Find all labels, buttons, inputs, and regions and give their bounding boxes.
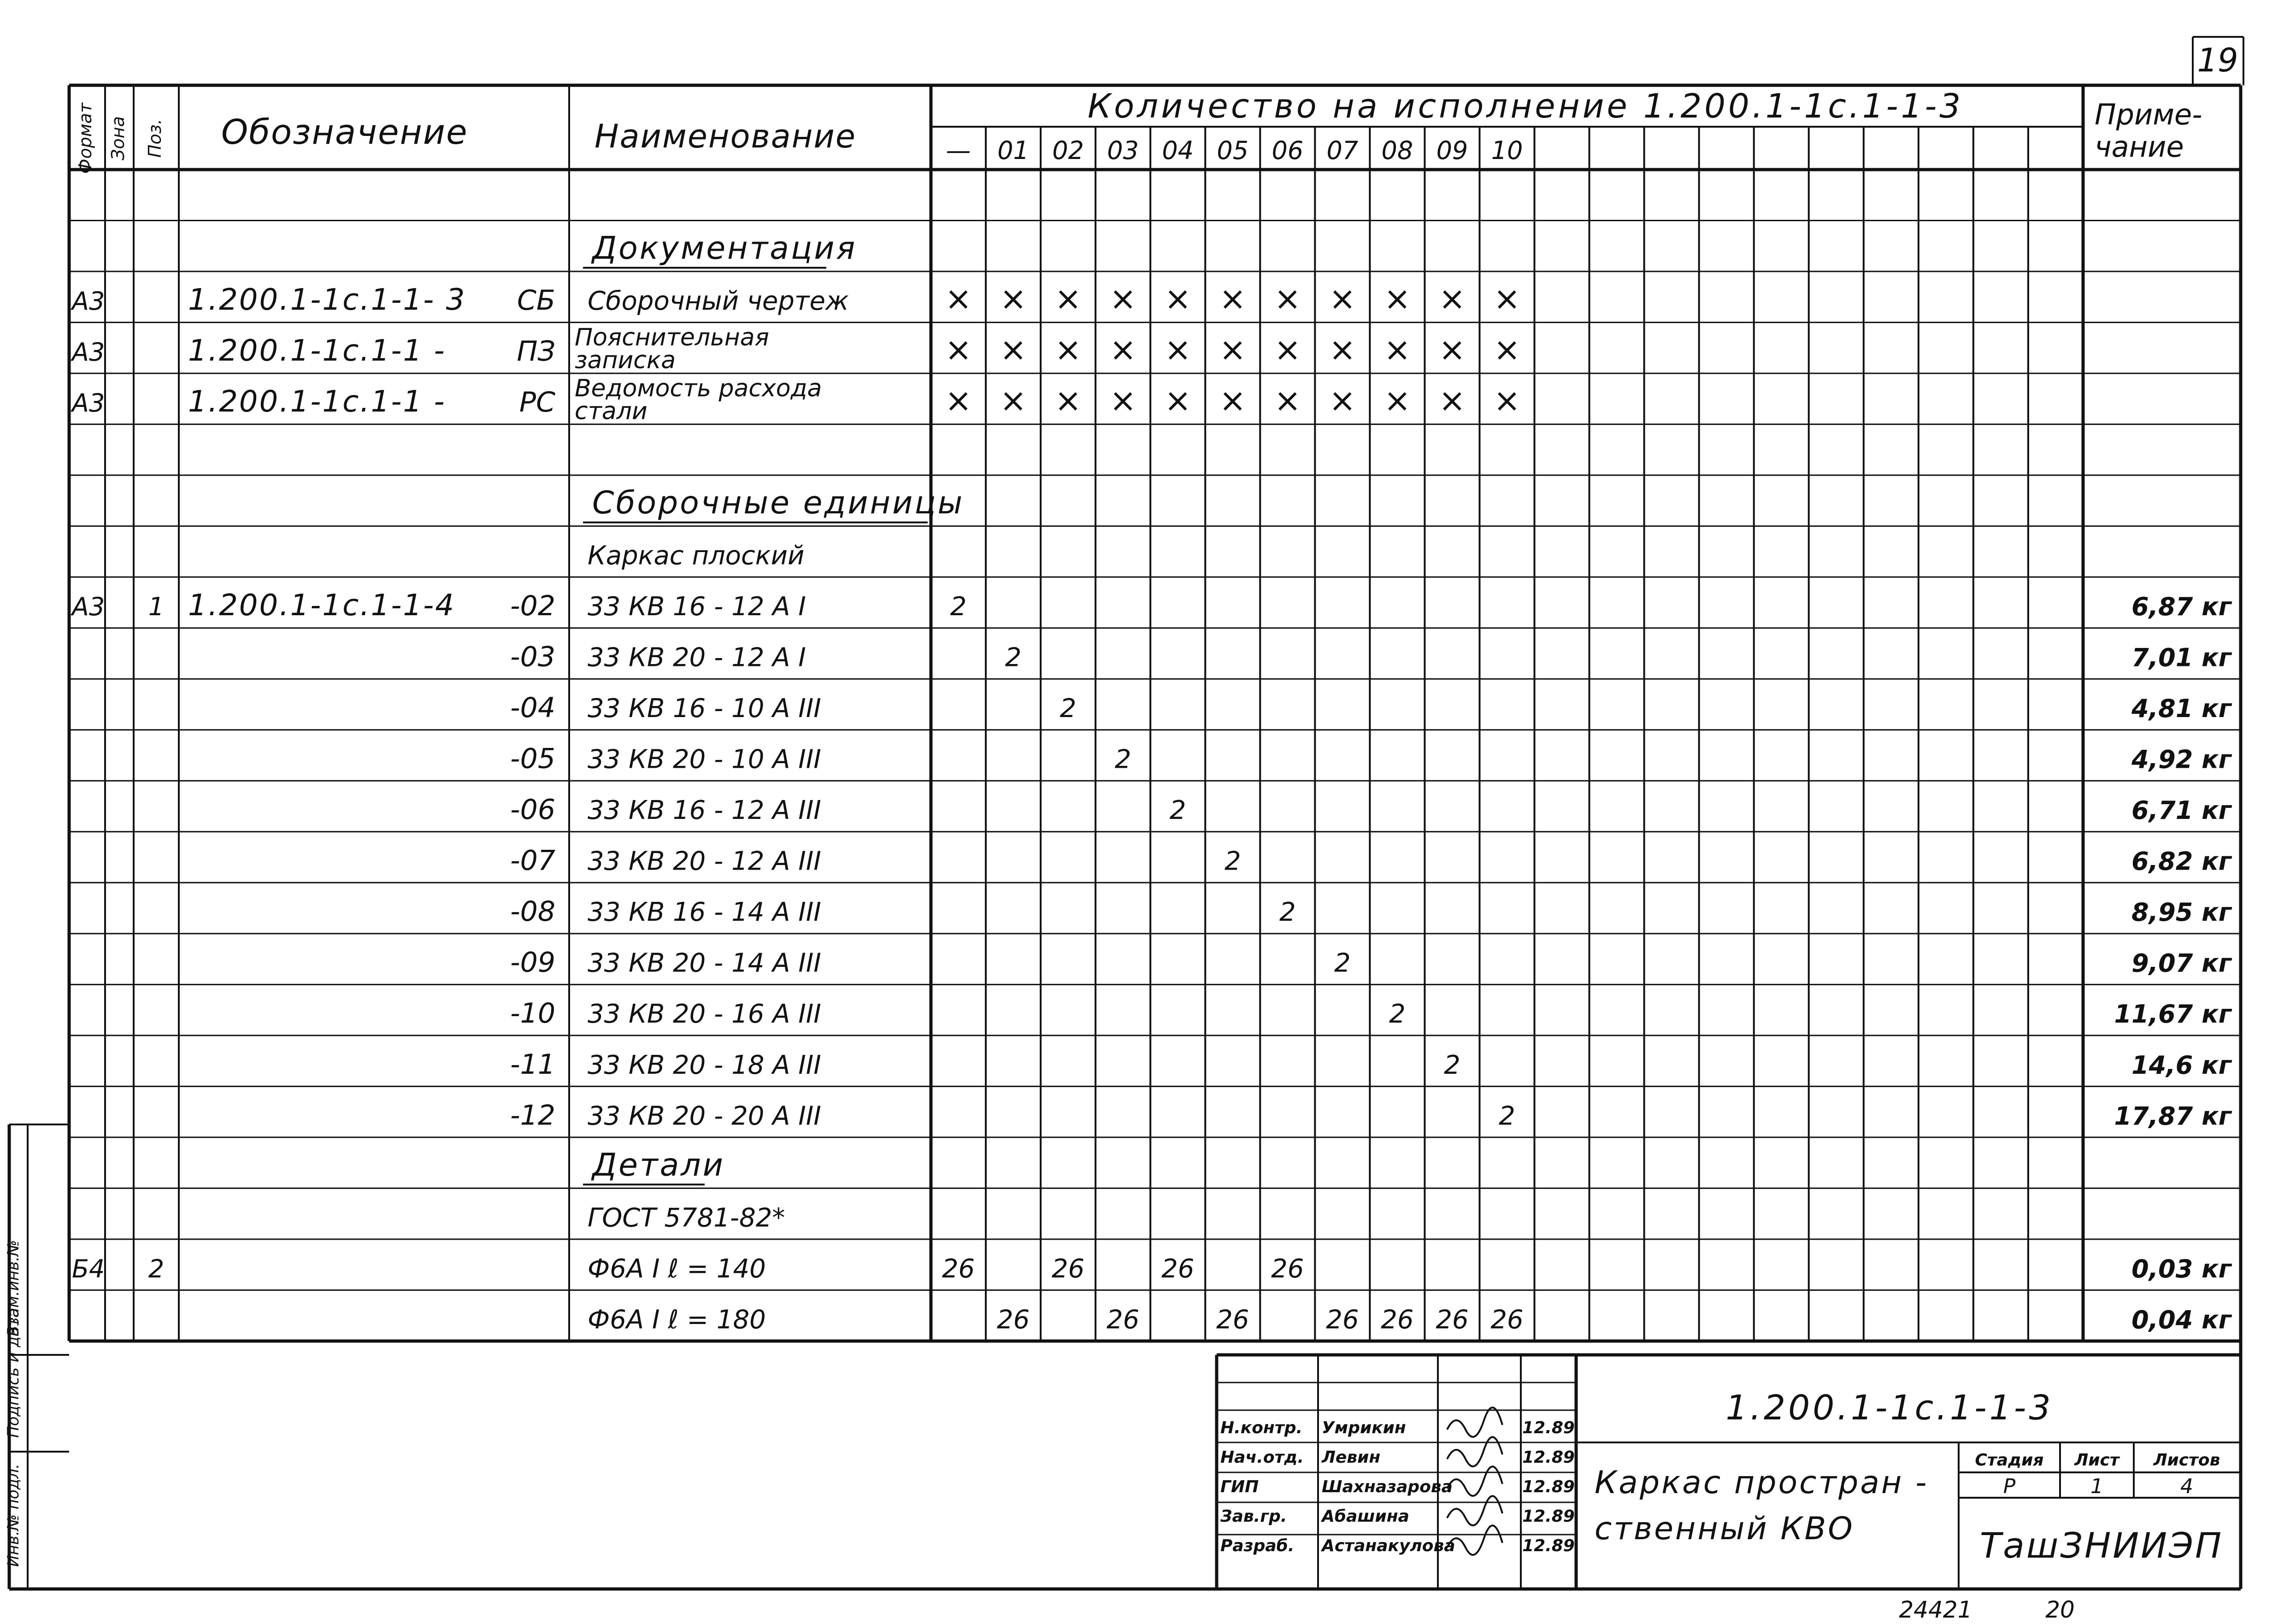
header-format: Формат bbox=[75, 102, 95, 174]
quantity-cross-mark: × bbox=[1164, 381, 1192, 419]
quantity-value: 2 bbox=[1169, 795, 1186, 826]
quantity-cross-mark: × bbox=[1493, 381, 1521, 419]
header-name: Наименование bbox=[595, 118, 856, 155]
signatory-name: Шахназарова bbox=[1322, 1477, 1453, 1496]
row-name: 33 КВ 20 - 12 А III bbox=[588, 846, 821, 877]
quantity-value: 2 bbox=[1005, 642, 1022, 673]
sheet-number: 19 bbox=[2197, 41, 2238, 79]
row-suffix: -12 bbox=[510, 1099, 555, 1132]
row-name-line2: записка bbox=[575, 347, 676, 375]
quantity-cross-mark: × bbox=[1219, 330, 1247, 369]
quantity-column-header: 04 bbox=[1162, 136, 1194, 165]
row-note: 6,87 кг bbox=[2131, 592, 2231, 622]
row-suffix: -08 bbox=[510, 895, 555, 928]
row-name: 33 КВ 20 - 14 А III bbox=[588, 948, 821, 978]
archive-number: 24421 bbox=[1899, 1596, 1972, 1623]
row-name-line1: Ведомость расхода bbox=[575, 374, 822, 402]
row-format: А3 bbox=[72, 592, 105, 622]
row-format: А3 bbox=[72, 337, 105, 367]
row-note: 0,04 кг bbox=[2131, 1305, 2231, 1335]
row-suffix: СБ bbox=[517, 284, 555, 317]
side-stamp-replace: Взам.инв.№ bbox=[4, 1240, 23, 1336]
signatory-role: Разраб. bbox=[1220, 1536, 1295, 1555]
signatory-name: Астанакулова bbox=[1322, 1536, 1455, 1555]
row-section-title: Сборочные единицы bbox=[592, 485, 965, 522]
signature-mark bbox=[1447, 1437, 1502, 1466]
row-suffix: -05 bbox=[510, 742, 555, 775]
row-note: 6,82 кг bbox=[2131, 847, 2231, 876]
row-suffix: -10 bbox=[510, 997, 555, 1030]
quantity-cross-mark: × bbox=[1438, 279, 1466, 318]
quantity-value: 2 bbox=[1334, 948, 1351, 978]
quantity-cross-mark: × bbox=[1109, 330, 1136, 369]
row-name: Каркас плоский bbox=[588, 541, 805, 571]
signature-mark bbox=[1447, 1525, 1502, 1555]
quantity-value: 2 bbox=[1114, 744, 1131, 775]
header-zone: Зона bbox=[108, 116, 128, 160]
header-pos: Поз. bbox=[145, 118, 165, 158]
row-suffix: -07 bbox=[510, 844, 555, 877]
quantity-column-header: — bbox=[946, 136, 971, 165]
quantity-cross-mark: × bbox=[1219, 279, 1247, 318]
header-note-1: Приме- bbox=[2095, 98, 2202, 131]
quantity-cross-mark: × bbox=[1383, 381, 1411, 419]
row-name: 33 КВ 20 - 12 А I bbox=[588, 642, 806, 673]
row-note: 14,6 кг bbox=[2131, 1050, 2231, 1080]
sheet-label: Лист bbox=[2074, 1451, 2119, 1470]
row-name: 33 КВ 16 - 14 А III bbox=[588, 897, 821, 928]
quantity-cross-mark: × bbox=[945, 381, 972, 419]
sheet-value: 1 bbox=[2090, 1475, 2103, 1498]
row-format: Б4 bbox=[72, 1254, 105, 1283]
document-code: 1.200.1-1с.1-1-3 bbox=[1725, 1388, 2054, 1428]
row-note: 4,81 кг bbox=[2131, 694, 2231, 724]
header-quantity-title: Количество на исполнение 1.200.1-1с.1-1-3 bbox=[1088, 87, 1964, 125]
row-note: 4,92 кг bbox=[2131, 745, 2231, 774]
quantity-value: 26 bbox=[1490, 1305, 1524, 1335]
quantity-column-header: 03 bbox=[1107, 136, 1139, 165]
row-name: Ф6А I ℓ = 180 bbox=[588, 1305, 766, 1335]
signatory-name: Умрикин bbox=[1322, 1418, 1406, 1437]
quantity-cross-mark: × bbox=[945, 330, 972, 369]
signatory-date: 12.89 bbox=[1522, 1477, 1575, 1496]
quantity-value: 26 bbox=[1216, 1305, 1249, 1335]
signatory-date: 12.89 bbox=[1522, 1507, 1575, 1526]
row-note: 9,07 кг bbox=[2131, 948, 2231, 978]
organization: ТашЗНИИЭП bbox=[1979, 1525, 2224, 1566]
row-note: 7,01 кг bbox=[2131, 643, 2231, 672]
quantity-value: 26 bbox=[1381, 1305, 1414, 1335]
quantity-value: 26 bbox=[996, 1305, 1030, 1335]
signatory-name: Абашина bbox=[1322, 1507, 1409, 1526]
quantity-cross-mark: × bbox=[1109, 381, 1136, 419]
signatory-role: Н.контр. bbox=[1220, 1418, 1303, 1437]
quantity-value: 26 bbox=[1271, 1253, 1304, 1284]
row-name: 33 КВ 16 - 12 А I bbox=[588, 592, 806, 622]
signatory-role: Нач.отд. bbox=[1220, 1448, 1304, 1467]
quantity-value: 26 bbox=[1436, 1305, 1469, 1335]
row-note: 17,87 кг bbox=[2114, 1101, 2231, 1131]
row-note: 0,03 кг bbox=[2131, 1254, 2231, 1283]
side-stamp-inv: Инв.№ подл. bbox=[4, 1464, 23, 1567]
row-name: Сборочный чертеж bbox=[588, 286, 849, 316]
quantity-cross-mark: × bbox=[1329, 330, 1356, 369]
quantity-value: 2 bbox=[1224, 846, 1241, 877]
quantity-cross-mark: × bbox=[1109, 279, 1136, 318]
row-format: А3 bbox=[72, 388, 105, 418]
quantity-value: 2 bbox=[1389, 999, 1406, 1030]
row-suffix: ПЗ bbox=[517, 335, 555, 368]
signatory-date: 12.89 bbox=[1522, 1536, 1575, 1555]
quantity-column-header: 10 bbox=[1491, 136, 1523, 165]
row-suffix: РС bbox=[519, 386, 555, 418]
quantity-cross-mark: × bbox=[1493, 279, 1521, 318]
quantity-column-header: 02 bbox=[1052, 136, 1084, 165]
row-format: А3 bbox=[72, 286, 105, 316]
quantity-column-header: 07 bbox=[1326, 136, 1359, 165]
signature-mark bbox=[1447, 1466, 1502, 1496]
row-name: 33 КВ 16 - 10 А III bbox=[588, 694, 821, 724]
quantity-cross-mark: × bbox=[1219, 381, 1247, 419]
row-name: 33 КВ 20 - 10 А III bbox=[588, 744, 821, 775]
row-note: 8,95 кг bbox=[2131, 898, 2231, 927]
signature-mark bbox=[1447, 1407, 1502, 1437]
row-designation: 1.200.1-1с.1-1-4 bbox=[188, 588, 455, 623]
quantity-cross-mark: × bbox=[1164, 279, 1192, 318]
quantity-cross-mark: × bbox=[1383, 330, 1411, 369]
row-section-title: Детали bbox=[592, 1147, 725, 1183]
stage-value: Р bbox=[2003, 1475, 2016, 1498]
row-note: 6,71 кг bbox=[2131, 796, 2231, 825]
row-suffix: -03 bbox=[510, 641, 555, 673]
row-name: 33 КВ 16 - 12 А III bbox=[588, 795, 821, 826]
quantity-column-header: 09 bbox=[1436, 136, 1468, 165]
signatory-role: ГИП bbox=[1220, 1477, 1259, 1496]
quantity-cross-mark: × bbox=[1000, 279, 1027, 318]
row-name: 33 КВ 20 - 18 А III bbox=[588, 1050, 821, 1080]
quantity-cross-mark: × bbox=[1274, 279, 1301, 318]
quantity-column-header: 06 bbox=[1272, 136, 1304, 165]
quantity-column-header: 08 bbox=[1381, 136, 1413, 165]
quantity-cross-mark: × bbox=[1493, 330, 1521, 369]
quantity-value: 26 bbox=[1051, 1253, 1085, 1284]
quantity-cross-mark: × bbox=[1274, 330, 1301, 369]
quantity-value: 2 bbox=[1279, 897, 1296, 928]
quantity-value: 2 bbox=[950, 592, 967, 622]
row-designation: 1.200.1-1с.1-1 - bbox=[188, 384, 446, 419]
quantity-cross-mark: × bbox=[945, 279, 972, 318]
row-suffix: -11 bbox=[510, 1048, 555, 1081]
row-name-line2: стали bbox=[575, 397, 648, 425]
quantity-cross-mark: × bbox=[1274, 381, 1301, 419]
quantity-value: 2 bbox=[1499, 1101, 1515, 1131]
quantity-cross-mark: × bbox=[1000, 330, 1027, 369]
quantity-value: 26 bbox=[1161, 1253, 1195, 1284]
row-note: 11,67 кг bbox=[2114, 1000, 2231, 1029]
row-name: 33 КВ 20 - 20 А III bbox=[588, 1101, 821, 1131]
row-suffix: -02 bbox=[510, 590, 555, 623]
stage-label: Стадия bbox=[1975, 1451, 2044, 1470]
signatory-role: Зав.гр. bbox=[1220, 1507, 1287, 1526]
quantity-cross-mark: × bbox=[1329, 381, 1356, 419]
quantity-cross-mark: × bbox=[1438, 381, 1466, 419]
copy-number: 20 bbox=[2045, 1596, 2075, 1623]
row-name: ГОСТ 5781-82* bbox=[588, 1203, 785, 1233]
side-stamp-signature: Подпись и дата bbox=[4, 1308, 23, 1438]
quantity-cross-mark: × bbox=[1329, 279, 1356, 318]
quantity-cross-mark: × bbox=[1054, 279, 1082, 318]
quantity-cross-mark: × bbox=[1054, 381, 1082, 419]
quantity-value: 26 bbox=[942, 1253, 975, 1284]
row-pos: 1 bbox=[148, 592, 165, 622]
quantity-cross-mark: × bbox=[1000, 381, 1027, 419]
quantity-column-header: 05 bbox=[1217, 136, 1249, 165]
document-title-1: Каркас простран - bbox=[1595, 1465, 1929, 1501]
row-designation: 1.200.1-1с.1-1- 3 bbox=[188, 282, 466, 317]
row-suffix: -06 bbox=[510, 794, 555, 826]
signatory-name: Левин bbox=[1322, 1448, 1381, 1467]
row-suffix: -09 bbox=[510, 946, 555, 979]
row-pos: 2 bbox=[148, 1254, 165, 1283]
quantity-column-header: 01 bbox=[997, 136, 1029, 165]
row-name-line1: Пояснительная bbox=[575, 324, 769, 352]
quantity-value: 2 bbox=[1444, 1050, 1460, 1080]
sheets-value: 4 bbox=[2180, 1475, 2193, 1498]
quantity-cross-mark: × bbox=[1054, 330, 1082, 369]
header-note-2: чание bbox=[2095, 130, 2184, 164]
document-title-2: ственный КВО bbox=[1595, 1511, 1854, 1547]
signature-mark bbox=[1447, 1496, 1502, 1525]
sheets-label: Листов bbox=[2153, 1451, 2220, 1470]
row-name: 33 КВ 20 - 16 А III bbox=[588, 999, 821, 1030]
row-name: Ф6А I ℓ = 140 bbox=[588, 1253, 766, 1284]
row-section-title: Документация bbox=[592, 230, 857, 267]
row-designation: 1.200.1-1с.1-1 - bbox=[188, 334, 446, 368]
signatory-date: 12.89 bbox=[1522, 1448, 1575, 1467]
quantity-value: 26 bbox=[1107, 1305, 1140, 1335]
signatory-date: 12.89 bbox=[1522, 1418, 1575, 1437]
quantity-cross-mark: × bbox=[1164, 330, 1192, 369]
quantity-value: 26 bbox=[1326, 1305, 1359, 1335]
row-suffix: -04 bbox=[510, 692, 555, 724]
quantity-cross-mark: × bbox=[1438, 330, 1466, 369]
quantity-value: 2 bbox=[1060, 694, 1077, 724]
quantity-cross-mark: × bbox=[1383, 279, 1411, 318]
header-designation: Обозначение bbox=[221, 112, 468, 152]
